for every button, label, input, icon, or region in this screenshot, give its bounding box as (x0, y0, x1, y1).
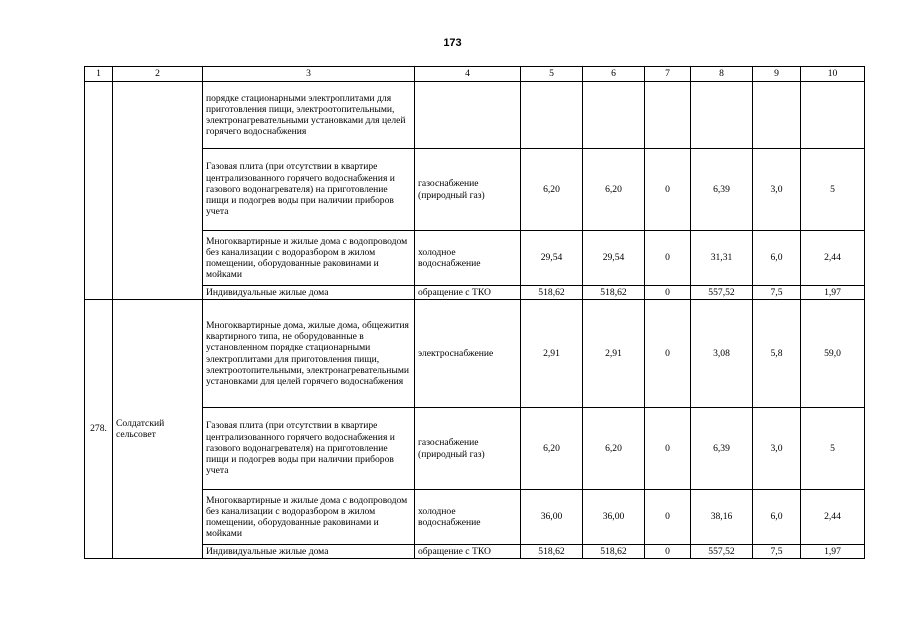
value-cell: 3,0 (753, 408, 801, 490)
value-cell: 0 (645, 149, 691, 231)
settlement-name-cell: Солдатский сельсовет (113, 300, 203, 559)
value-cell: 557,52 (691, 545, 753, 559)
value-cell (521, 82, 583, 149)
value-cell: 6,20 (583, 408, 645, 490)
value-cell: 36,00 (583, 490, 645, 545)
column-header: 3 (203, 67, 415, 82)
value-cell (645, 82, 691, 149)
header-row (85, 67, 865, 82)
value-cell: 518,62 (583, 545, 645, 559)
value-cell (691, 82, 753, 149)
description-cell: Многоквартирные и жилые дома с водопроводом без канализации с водоразбором в жилом помещении, оборудованные раковинами и мойками (203, 490, 415, 545)
description-cell: Многоквартирные и жилые дома с водопроводом без канализации с водоразбором в жилом помещении, оборудованные раковинами и мойками (203, 231, 415, 286)
value-cell: 0 (645, 490, 691, 545)
column-header: 10 (801, 67, 865, 82)
value-cell: 1,97 (801, 545, 865, 559)
value-cell (753, 82, 801, 149)
value-cell: 518,62 (583, 286, 645, 300)
value-cell (583, 82, 645, 149)
description-cell: Индивидуальные жилые дома (203, 545, 415, 559)
value-cell: 3,0 (753, 149, 801, 231)
value-cell: 6,39 (691, 408, 753, 490)
value-cell: 59,0 (801, 300, 865, 408)
value-cell: 2,91 (521, 300, 583, 408)
row-number-cell: 278. (85, 300, 113, 559)
service-cell: обращение с ТКО (415, 545, 521, 559)
value-cell: 29,54 (521, 231, 583, 286)
column-header: 9 (753, 67, 801, 82)
row-number-cell (85, 82, 113, 300)
column-header: 5 (521, 67, 583, 82)
value-cell: 0 (645, 408, 691, 490)
value-cell: 7,5 (753, 286, 801, 300)
table-row (85, 300, 865, 408)
value-cell: 0 (645, 300, 691, 408)
service-cell: газоснабжение (природный газ) (415, 408, 521, 490)
value-cell: 2,91 (583, 300, 645, 408)
value-cell: 6,20 (583, 149, 645, 231)
service-cell: холодное водоснабжение (415, 231, 521, 286)
value-cell: 6,20 (521, 408, 583, 490)
service-cell: электроснабжение (415, 300, 521, 408)
column-header: 8 (691, 67, 753, 82)
value-cell: 6,39 (691, 149, 753, 231)
column-header: 1 (85, 67, 113, 82)
column-header: 2 (113, 67, 203, 82)
tariff-table (84, 66, 865, 559)
column-header: 4 (415, 67, 521, 82)
service-cell: газоснабжение (природный газ) (415, 149, 521, 231)
value-cell: 6,0 (753, 490, 801, 545)
service-cell (415, 82, 521, 149)
value-cell: 7,5 (753, 545, 801, 559)
value-cell: 6,0 (753, 231, 801, 286)
service-cell: обращение с ТКО (415, 286, 521, 300)
description-cell: Газовая плита (при отсутствии в квартире централизованного горячего водоснабжения и газового водонагревателя) на приготовление пищи и подогрев воды при наличии приборов учета (203, 149, 415, 231)
description-cell: Индивидуальные жилые дома (203, 286, 415, 300)
value-cell: 1,97 (801, 286, 865, 300)
description-cell: Газовая плита (при отсутствии в квартире централизованного горячего водоснабжения и газового водонагревателя) на приготовление пищи и подогрев воды при наличии приборов учета (203, 408, 415, 490)
value-cell: 31,31 (691, 231, 753, 286)
service-cell: холодное водоснабжение (415, 490, 521, 545)
settlement-name-cell (113, 82, 203, 300)
value-cell: 0 (645, 231, 691, 286)
description-cell: Многоквартирные дома, жилые дома, общежития квартирного типа, не оборудованные в установленном порядке стационарными электроплитами для приготовления пищи, электроотопительными, электронагревательными установками для целей горячего водоснабжения (203, 300, 415, 408)
value-cell: 518,62 (521, 286, 583, 300)
value-cell (801, 82, 865, 149)
value-cell: 518,62 (521, 545, 583, 559)
value-cell: 36,00 (521, 490, 583, 545)
value-cell: 5 (801, 408, 865, 490)
value-cell: 2,44 (801, 231, 865, 286)
value-cell: 3,08 (691, 300, 753, 408)
value-cell: 29,54 (583, 231, 645, 286)
value-cell: 0 (645, 545, 691, 559)
page-number: 173 (443, 37, 462, 49)
value-cell: 5,8 (753, 300, 801, 408)
column-header: 7 (645, 67, 691, 82)
column-header: 6 (583, 67, 645, 82)
description-cell: порядке стационарными электроплитами для приготовления пищи, электроотопительными, электронагревательными установками для целей горячего водоснабжения (203, 82, 415, 149)
value-cell: 38,16 (691, 490, 753, 545)
value-cell: 557,52 (691, 286, 753, 300)
value-cell: 0 (645, 286, 691, 300)
value-cell: 2,44 (801, 490, 865, 545)
value-cell: 5 (801, 149, 865, 231)
table-row (85, 82, 865, 149)
value-cell: 6,20 (521, 149, 583, 231)
